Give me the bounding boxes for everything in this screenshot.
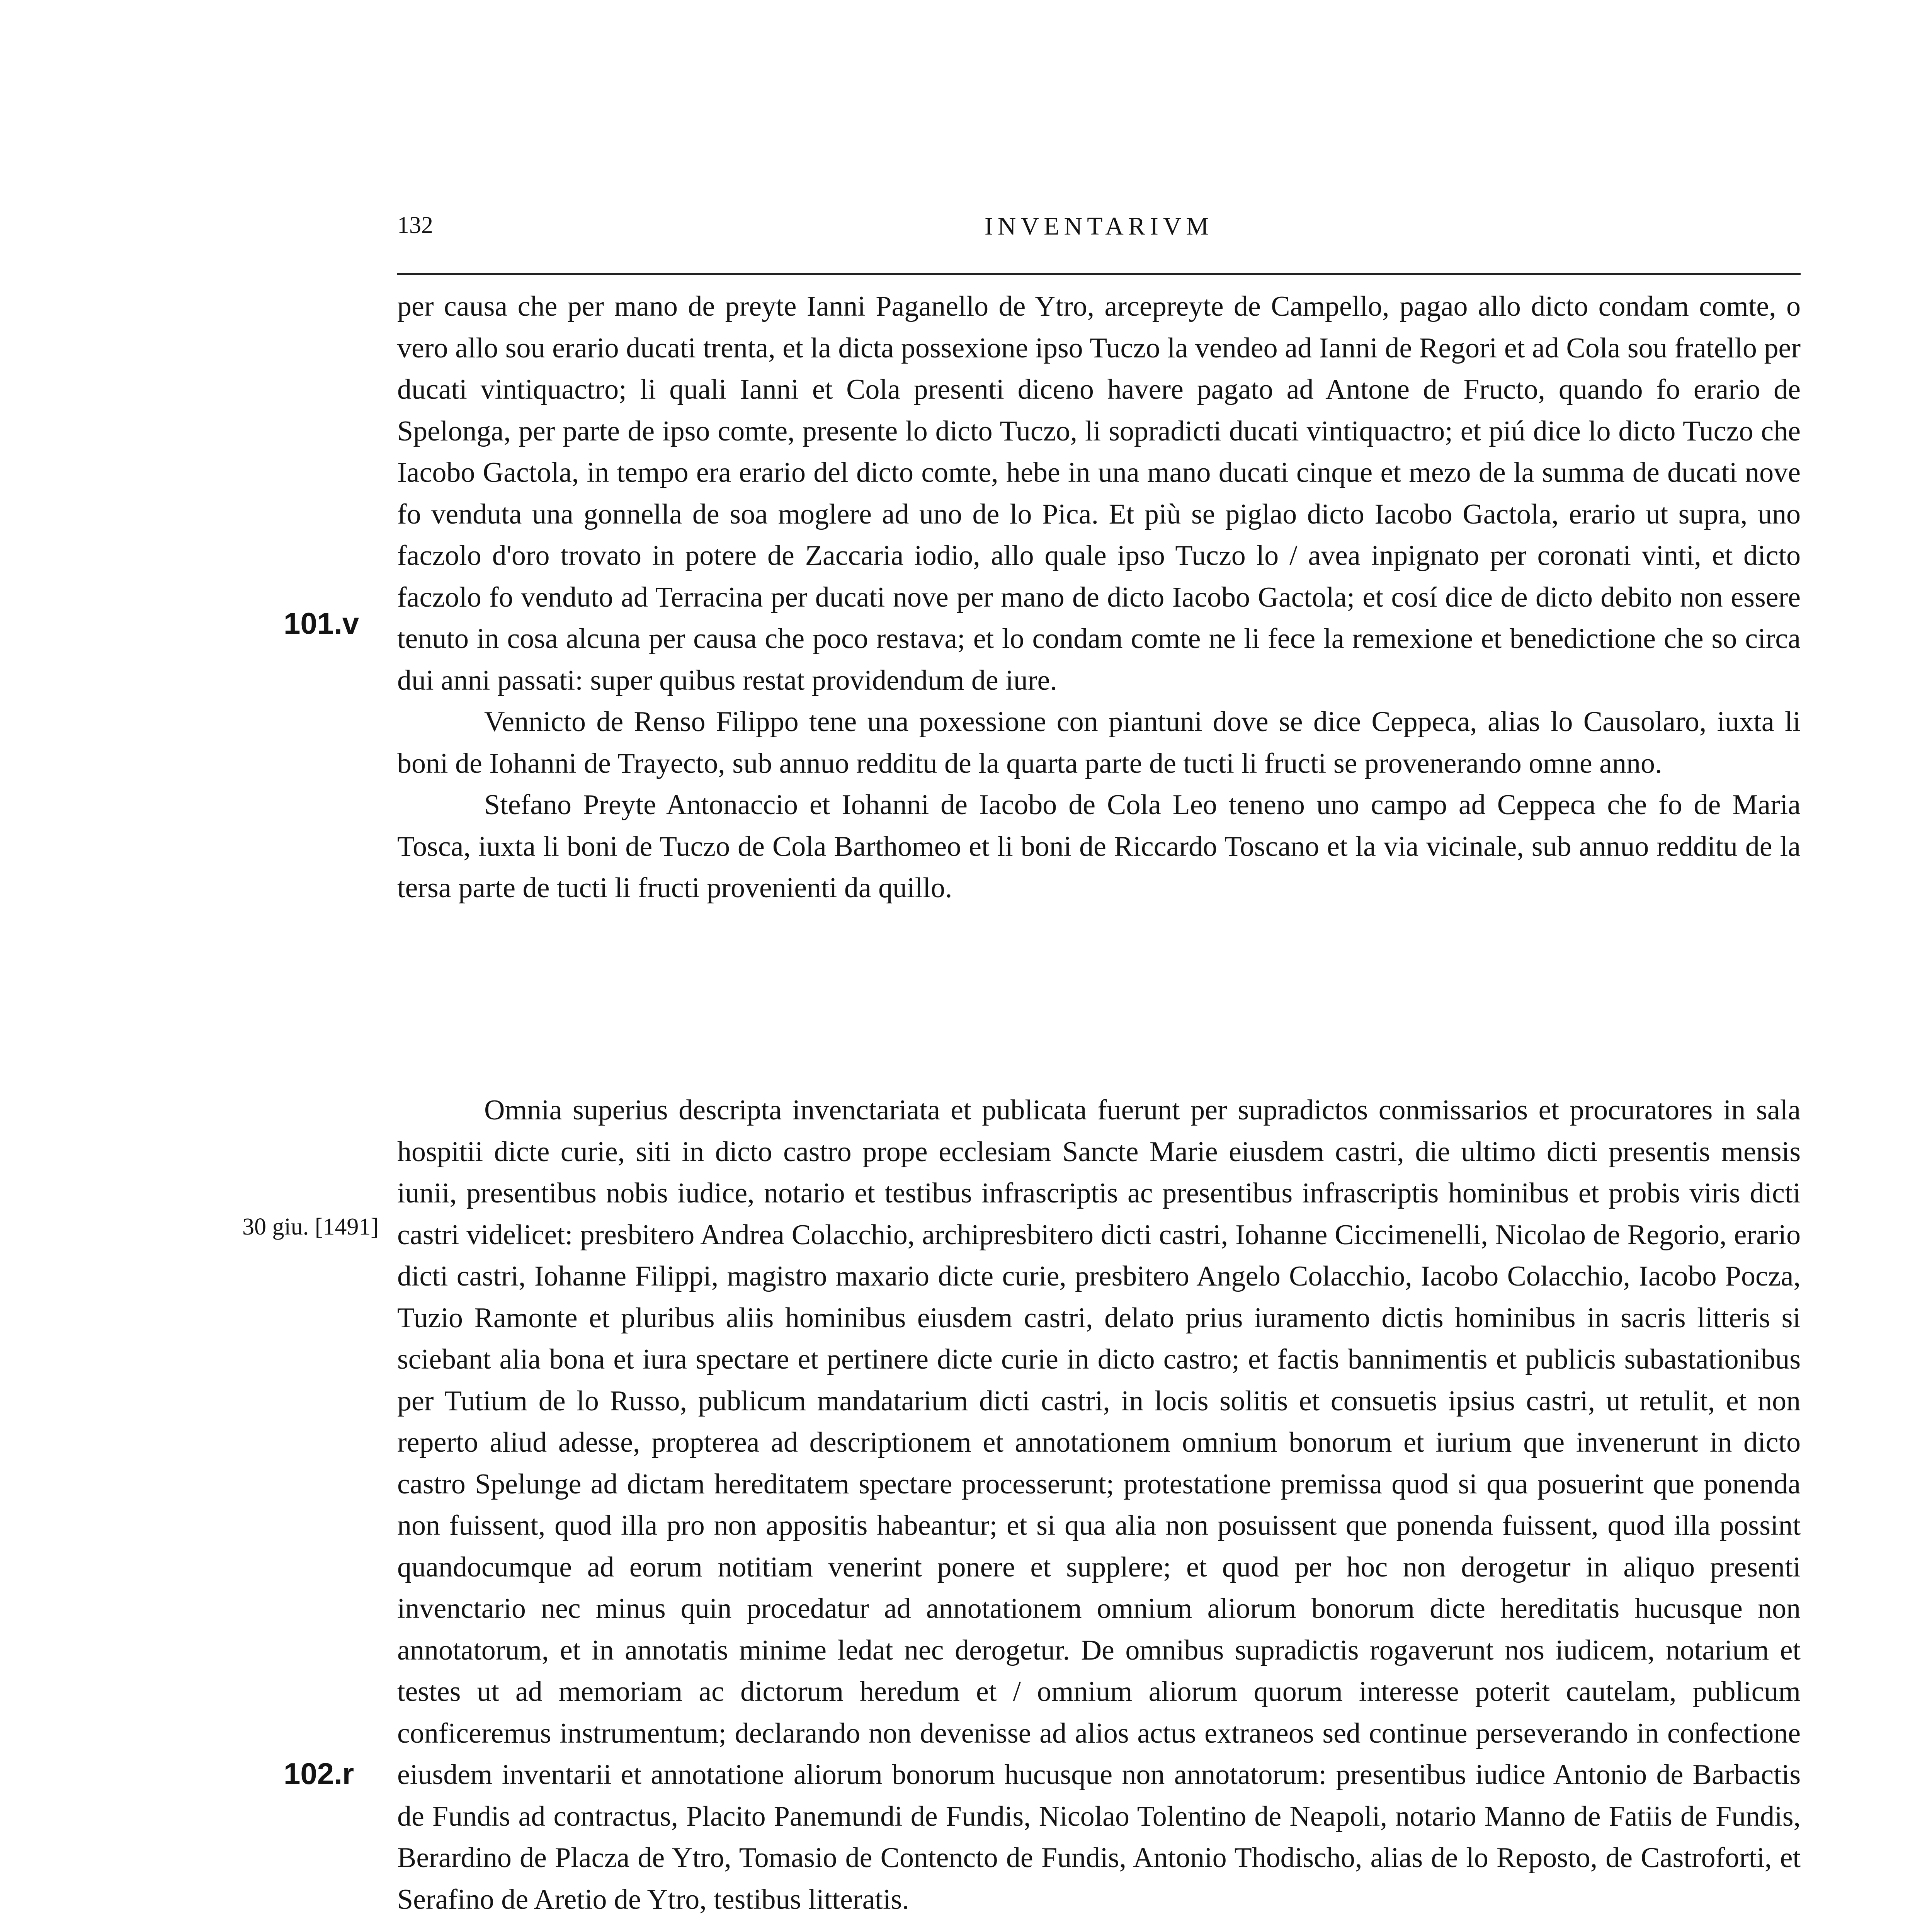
paragraph-omnia: Omnia superius descripta invenctariata et publicata fuerunt per supradictos conmissarios et procuratores in sala hospitii dicte curie, siti in dicto castro prope ecclesiam Sancte Marie eiusdem castri, die ultimo dicti presentis mensis iunii, presentibus nobis iudice, notario et testibus infrascriptis ac presentibus infrascriptis hominibus et probis viris dicti castri videlicet: presbitero Andrea Colacchio, archipresbitero dicti castri, Iohanne Ciccimenelli, Nicolao de Regorio, erario dicti castri, Iohanne Filippi, magistro maxario dicte curie, presbitero Angelo Colacchio, Iacobo Colacchio, Iacobo Pocza, Tuzio Ramonte et pluribus aliis hominibus eiusdem castri, delato prius iuramento dictis hominibus in sacris litteris si sciebant alia bona et iura spectare et pertinere dicte curie in dicto castro; et factis bannimentis et publicis subastationibus per Tutium de lo Russo, publicum mandatarium dicti castri, in locis solitis et consuetis ipsius castri, ut retulit, et non reperto aliud adesse, propterea ad descriptionem et annotationem omnium bonorum et iurium que invenerunt in dicto castro Spelunge ad dictam hereditatem spectare processerunt; protestatione premissa quod si qua posuerint que ponenda non fuissent, quod illa pro non appositis habeantur; et si qua alia non posuissent que ponenda fuissent, quod illa possint quandocumque ad eorum notitiam venerint ponere et supplere; et quod per hoc non derogetur in aliquo presenti invenctario nec minus quin procedatur ad annotationem omnium aliorum bonorum dicte hereditatis hucusque non annotatorum, et in annotatis minime ledat nec derogetur. De omnibus supradictis rogaverunt nos iudicem, notarium et testes ut ad memoriam ac dictorum heredum et / omnium aliorum quorum interesse poterit cautelam, publicum conficeremus instrumentum; declarando non devenisse ad alios actus extraneos sed continue perseverando in confectione eiusdem inventarii et annotatione aliorum bonorum hucusque non annotatorum: presentibus iudice Antonio de Barbactis de Fundis ad contractus, Placito Panemundi de Fundis, Nicolao Tolentino de Neapoli, notario Manno de Fatiis de Fundis, Berardino de Placza de Ytro, Tomasio de Contencto de Fundis, Antonio Thodischo, alias de lo Reposto, de Castroforti, et Serafino de Aretio de Ytro, testibus litteratis. [397, 1094, 1801, 1915]
margin-folio-101v: 101.v [284, 606, 359, 640]
paragraph-stefano: Stefano Preyte Antonaccio et Iohanni de Iacobo de Cola Leo teneno uno campo ad Ceppeca che fo de Maria Tosca, iuxta li boni de Tuczo de Cola Barthomeo et li boni de Riccardo Toscano et la via vicinale, sub annuo redditu de la tersa parte de tucti li fructi provenienti da quillo. [397, 789, 1801, 904]
header-rule [397, 273, 1801, 275]
body-text-omnia [397, 1090, 1801, 1920]
page-number: 132 [397, 212, 433, 238]
body-text-upper [397, 286, 1801, 909]
paragraph-vennicto: Vennicto de Renso Filippo tene una poxessione con piantuni dove se dice Ceppeca, alias lo Causolaro, iuxta li boni de Iohanni de Trayecto, sub annuo redditu de la quarta parte de tucti li fructi se provenerando omne anno. [397, 706, 1801, 779]
margin-folio-102r: 102.r [284, 1757, 354, 1791]
running-title: INVENTARIVM [984, 212, 1214, 240]
margin-date-30-june: 30 giu. [1491] [242, 1214, 379, 1240]
paragraph-continuation: per causa che per mano de preyte Ianni Paganello de Ytro, arcepreyte de Campello, pagao allo dicto condam comte, o vero allo sou erario ducati trenta, et la dicta possexione ipso Tuczo la vendeo ad Ianni de Regori et ad Cola sou fratello per ducati vintiquactro; li quali Ianni et Cola presenti diceno havere pagato ad Antone de Fructo, quando fo erario de Spelonga, per parte de ipso comte, presente lo dicto Tuczo, li sopradicti ducati vintiquactro; et piú dice lo dicto Tuczo che Iacobo Gactola, in tempo era erario del dicto comte, hebe in una mano ducati cinque et mezo de la summa de ducati nove fo venduta una gonnella de soa moglere ad uno de lo Pica. Et più se piglao dicto Iacobo Gactola, erario ut supra, uno faczolo d'oro trovato in potere de Zaccaria iodio, allo quale ipso Tuczo lo / avea inpignato per coronati vinti, et dicto faczolo fo venduto ad Terracina per ducati nove per mano de dicto Iacobo Gactola; et cosí dice de dicto debito non essere tenuto in cosa alcuna per causa che poco restava; et lo condam comte ne li fece la remexione et benedictione che so circa dui anni passati: super quibus restat providendum de iure. [397, 291, 1801, 696]
